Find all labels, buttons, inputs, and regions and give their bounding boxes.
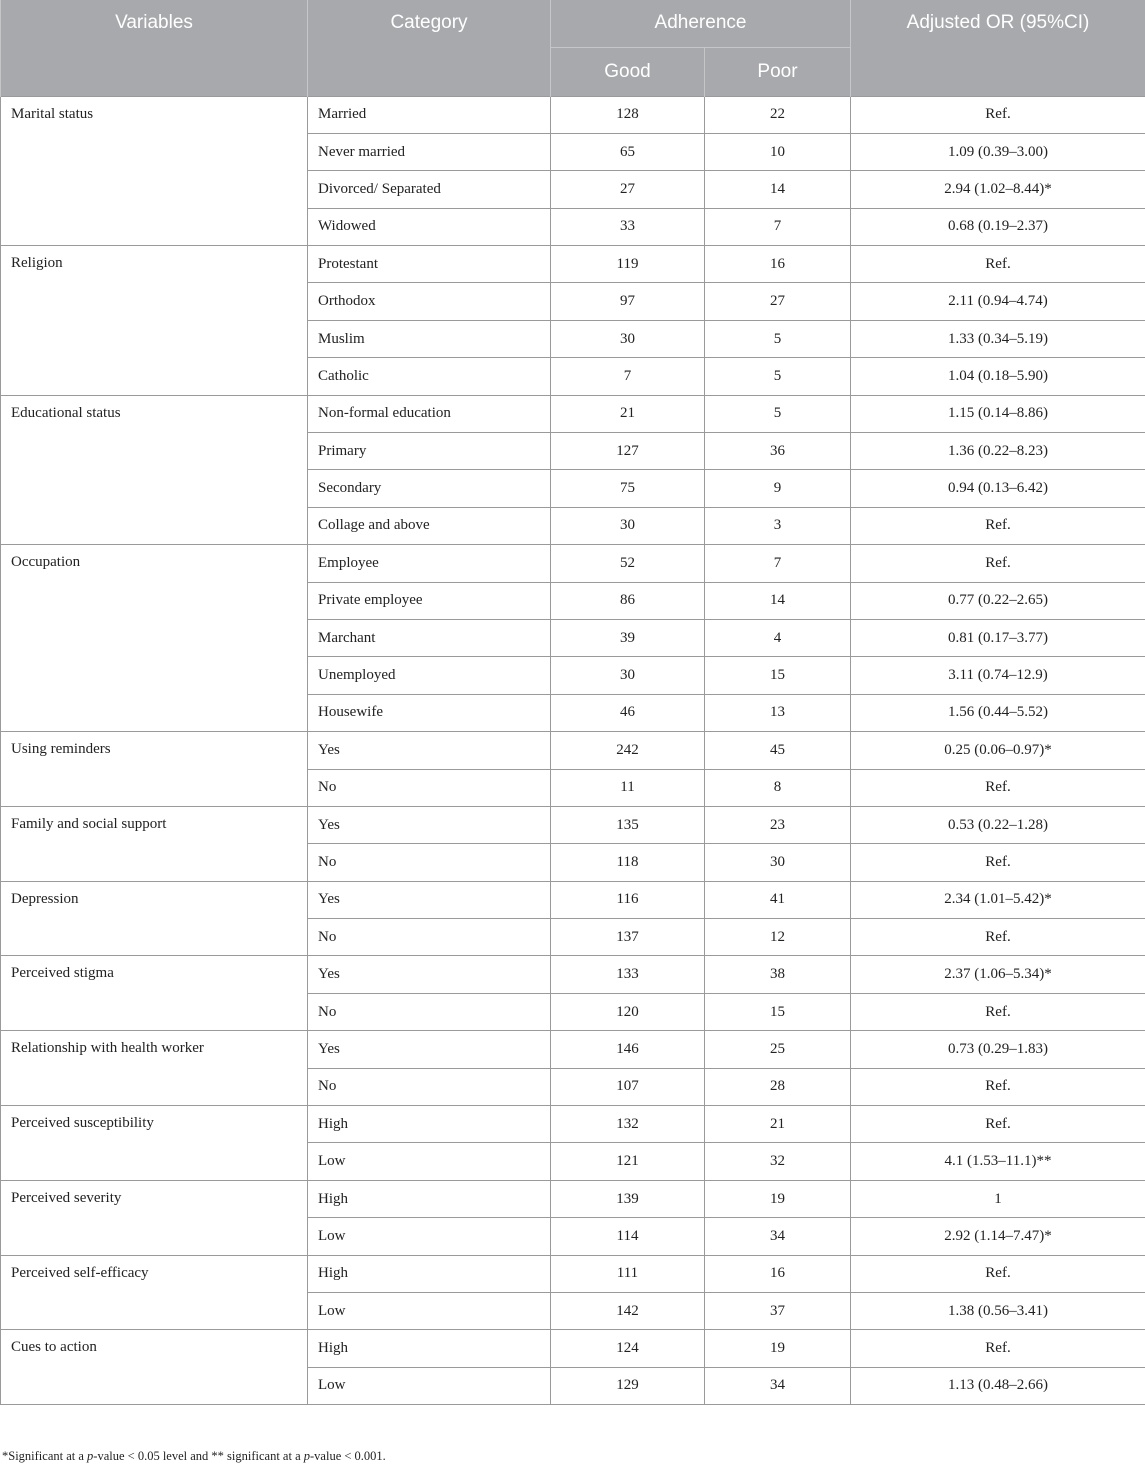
header-variables: Variables xyxy=(1,0,308,96)
table-row xyxy=(1,956,1145,993)
variable-cell: Occupation xyxy=(1,545,308,732)
category-cell: No xyxy=(308,844,551,881)
good-count-cell: 39 xyxy=(551,619,705,656)
category-cell: Yes xyxy=(308,806,551,843)
adjusted-or-cell: 1.36 (0.22–8.23) xyxy=(851,433,1145,470)
adjusted-or-cell: 1.15 (0.14–8.86) xyxy=(851,395,1145,432)
adjusted-or-cell: 4.1 (1.53–11.1)** xyxy=(851,1143,1145,1180)
good-count-cell: 146 xyxy=(551,1031,705,1068)
poor-count-cell: 8 xyxy=(705,769,851,806)
poor-count-cell: 23 xyxy=(705,806,851,843)
poor-count-cell: 34 xyxy=(705,1218,851,1255)
good-count-cell: 119 xyxy=(551,246,705,283)
adjusted-or-cell: 1.33 (0.34–5.19) xyxy=(851,320,1145,357)
table-row xyxy=(1,1330,1145,1367)
poor-count-cell: 13 xyxy=(705,694,851,731)
good-count-cell: 52 xyxy=(551,545,705,582)
category-cell: Widowed xyxy=(308,208,551,245)
table-footnote xyxy=(2,1449,386,1464)
poor-count-cell: 4 xyxy=(705,619,851,656)
good-count-cell: 142 xyxy=(551,1293,705,1330)
good-count-cell: 116 xyxy=(551,881,705,918)
header-adherence: Adherence xyxy=(551,0,851,47)
category-cell: Primary xyxy=(308,433,551,470)
category-cell: Married xyxy=(308,96,551,133)
category-cell: No xyxy=(308,769,551,806)
variable-cell: Perceived self-efficacy xyxy=(1,1255,308,1330)
poor-count-cell: 12 xyxy=(705,919,851,956)
good-count-cell: 111 xyxy=(551,1255,705,1292)
adjusted-or-cell: 2.37 (1.06–5.34)* xyxy=(851,956,1145,993)
poor-count-cell: 14 xyxy=(705,582,851,619)
poor-count-cell: 41 xyxy=(705,881,851,918)
adjusted-or-cell: 0.53 (0.22–1.28) xyxy=(851,806,1145,843)
adjusted-or-cell: Ref. xyxy=(851,993,1145,1030)
adjusted-or-cell: 2.92 (1.14–7.47)* xyxy=(851,1218,1145,1255)
category-cell: Orthodox xyxy=(308,283,551,320)
table-row xyxy=(1,1255,1145,1292)
poor-count-cell: 25 xyxy=(705,1031,851,1068)
poor-count-cell: 7 xyxy=(705,208,851,245)
variable-cell: Using reminders xyxy=(1,732,308,807)
good-count-cell: 124 xyxy=(551,1330,705,1367)
good-count-cell: 114 xyxy=(551,1218,705,1255)
category-cell: Low xyxy=(308,1293,551,1330)
table-header xyxy=(1,0,1145,96)
variable-cell: Cues to action xyxy=(1,1330,308,1405)
category-cell: Housewife xyxy=(308,694,551,731)
good-count-cell: 65 xyxy=(551,133,705,170)
poor-count-cell: 7 xyxy=(705,545,851,582)
adjusted-or-cell: Ref. xyxy=(851,769,1145,806)
poor-count-cell: 28 xyxy=(705,1068,851,1105)
adjusted-or-cell: Ref. xyxy=(851,1255,1145,1292)
poor-count-cell: 37 xyxy=(705,1293,851,1330)
good-count-cell: 7 xyxy=(551,358,705,395)
category-cell: Never married xyxy=(308,133,551,170)
poor-count-cell: 5 xyxy=(705,320,851,357)
poor-count-cell: 16 xyxy=(705,1255,851,1292)
poor-count-cell: 19 xyxy=(705,1330,851,1367)
adjusted-or-cell: Ref. xyxy=(851,1106,1145,1143)
good-count-cell: 137 xyxy=(551,919,705,956)
poor-count-cell: 34 xyxy=(705,1367,851,1404)
good-count-cell: 27 xyxy=(551,171,705,208)
adjusted-or-cell: 2.34 (1.01–5.42)* xyxy=(851,881,1145,918)
adjusted-or-cell: Ref. xyxy=(851,96,1145,133)
poor-count-cell: 30 xyxy=(705,844,851,881)
table-row xyxy=(1,545,1145,582)
category-cell: Low xyxy=(308,1218,551,1255)
good-count-cell: 30 xyxy=(551,320,705,357)
good-count-cell: 21 xyxy=(551,395,705,432)
variable-cell: Marital status xyxy=(1,96,308,246)
variable-cell: Educational status xyxy=(1,395,308,545)
variable-cell: Perceived stigma xyxy=(1,956,308,1031)
adjusted-or-cell: 0.68 (0.19–2.37) xyxy=(851,208,1145,245)
poor-count-cell: 27 xyxy=(705,283,851,320)
category-cell: Yes xyxy=(308,881,551,918)
category-cell: Catholic xyxy=(308,358,551,395)
poor-count-cell: 14 xyxy=(705,171,851,208)
table-row xyxy=(1,806,1145,843)
adjusted-or-cell: Ref. xyxy=(851,246,1145,283)
category-cell: Protestant xyxy=(308,246,551,283)
table-row xyxy=(1,395,1145,432)
good-count-cell: 33 xyxy=(551,208,705,245)
adjusted-or-cell: 0.94 (0.13–6.42) xyxy=(851,470,1145,507)
poor-count-cell: 3 xyxy=(705,507,851,544)
category-cell: High xyxy=(308,1106,551,1143)
category-cell: Collage and above xyxy=(308,507,551,544)
adjusted-or-cell: 1.56 (0.44–5.52) xyxy=(851,694,1145,731)
variable-cell: Perceived susceptibility xyxy=(1,1106,308,1181)
adjusted-or-cell: Ref. xyxy=(851,545,1145,582)
poor-count-cell: 38 xyxy=(705,956,851,993)
category-cell: Muslim xyxy=(308,320,551,357)
category-cell: Divorced/ Separated xyxy=(308,171,551,208)
poor-count-cell: 22 xyxy=(705,96,851,133)
good-count-cell: 242 xyxy=(551,732,705,769)
good-count-cell: 30 xyxy=(551,507,705,544)
table-row xyxy=(1,881,1145,918)
adjusted-or-cell: 0.25 (0.06–0.97)* xyxy=(851,732,1145,769)
table-row xyxy=(1,1180,1145,1217)
table-row xyxy=(1,1106,1145,1143)
good-count-cell: 139 xyxy=(551,1180,705,1217)
adjusted-or-cell: 2.11 (0.94–4.74) xyxy=(851,283,1145,320)
good-count-cell: 97 xyxy=(551,283,705,320)
adjusted-or-cell: 1.09 (0.39–3.00) xyxy=(851,133,1145,170)
adjusted-or-cell: 0.81 (0.17–3.77) xyxy=(851,619,1145,656)
adjusted-or-cell: 1.13 (0.48–2.66) xyxy=(851,1367,1145,1404)
category-cell: No xyxy=(308,993,551,1030)
adjusted-or-cell: Ref. xyxy=(851,919,1145,956)
footnote-star: *Significant at a p-value < 0.05 level and ** significant at a p-value < 0.001. xyxy=(2,1449,386,1463)
good-count-cell: 11 xyxy=(551,769,705,806)
header-category: Category xyxy=(308,0,551,96)
category-cell: High xyxy=(308,1330,551,1367)
poor-count-cell: 15 xyxy=(705,657,851,694)
good-count-cell: 30 xyxy=(551,657,705,694)
good-count-cell: 86 xyxy=(551,582,705,619)
good-count-cell: 132 xyxy=(551,1106,705,1143)
good-count-cell: 118 xyxy=(551,844,705,881)
good-count-cell: 120 xyxy=(551,993,705,1030)
category-cell: High xyxy=(308,1180,551,1217)
good-count-cell: 107 xyxy=(551,1068,705,1105)
good-count-cell: 129 xyxy=(551,1367,705,1404)
poor-count-cell: 5 xyxy=(705,395,851,432)
adjusted-or-cell: 1.38 (0.56–3.41) xyxy=(851,1293,1145,1330)
category-cell: Non-formal education xyxy=(308,395,551,432)
variable-cell: Religion xyxy=(1,246,308,396)
category-cell: Unemployed xyxy=(308,657,551,694)
category-cell: No xyxy=(308,1068,551,1105)
poor-count-cell: 45 xyxy=(705,732,851,769)
poor-count-cell: 32 xyxy=(705,1143,851,1180)
good-count-cell: 135 xyxy=(551,806,705,843)
good-count-cell: 133 xyxy=(551,956,705,993)
category-cell: Yes xyxy=(308,956,551,993)
good-count-cell: 128 xyxy=(551,96,705,133)
poor-count-cell: 9 xyxy=(705,470,851,507)
category-cell: Yes xyxy=(308,732,551,769)
table-row xyxy=(1,96,1145,133)
poor-count-cell: 19 xyxy=(705,1180,851,1217)
header-good: Good xyxy=(551,47,705,96)
category-cell: Private employee xyxy=(308,582,551,619)
category-cell: Marchant xyxy=(308,619,551,656)
category-cell: Low xyxy=(308,1367,551,1404)
poor-count-cell: 36 xyxy=(705,433,851,470)
category-cell: Secondary xyxy=(308,470,551,507)
header-adjusted-or: Adjusted OR (95%CI) xyxy=(851,0,1145,96)
poor-count-cell: 10 xyxy=(705,133,851,170)
adjusted-or-cell: 0.73 (0.29–1.83) xyxy=(851,1031,1145,1068)
table-body xyxy=(1,96,1145,1405)
adjusted-or-cell: 1 xyxy=(851,1180,1145,1217)
poor-count-cell: 16 xyxy=(705,246,851,283)
adjusted-or-cell: 2.94 (1.02–8.44)* xyxy=(851,171,1145,208)
adjusted-or-cell: 1.04 (0.18–5.90) xyxy=(851,358,1145,395)
category-cell: No xyxy=(308,919,551,956)
adjusted-or-cell: 0.77 (0.22–2.65) xyxy=(851,582,1145,619)
good-count-cell: 75 xyxy=(551,470,705,507)
adjusted-or-cell: Ref. xyxy=(851,1330,1145,1367)
adjusted-or-cell: Ref. xyxy=(851,1068,1145,1105)
table-row xyxy=(1,1031,1145,1068)
poor-count-cell: 15 xyxy=(705,993,851,1030)
table-row xyxy=(1,246,1145,283)
variable-cell: Perceived severity xyxy=(1,1180,308,1255)
variable-cell: Depression xyxy=(1,881,308,956)
good-count-cell: 127 xyxy=(551,433,705,470)
header-poor: Poor xyxy=(705,47,851,96)
adjusted-or-cell: Ref. xyxy=(851,507,1145,544)
category-cell: Low xyxy=(308,1143,551,1180)
adjusted-or-cell: Ref. xyxy=(851,844,1145,881)
good-count-cell: 46 xyxy=(551,694,705,731)
category-cell: Yes xyxy=(308,1031,551,1068)
good-count-cell: 121 xyxy=(551,1143,705,1180)
poor-count-cell: 5 xyxy=(705,358,851,395)
variable-cell: Relationship with health worker xyxy=(1,1031,308,1106)
category-cell: High xyxy=(308,1255,551,1292)
adjusted-or-cell: 3.11 (0.74–12.9) xyxy=(851,657,1145,694)
table-row xyxy=(1,732,1145,769)
category-cell: Employee xyxy=(308,545,551,582)
poor-count-cell: 21 xyxy=(705,1106,851,1143)
variable-cell: Family and social support xyxy=(1,806,308,881)
